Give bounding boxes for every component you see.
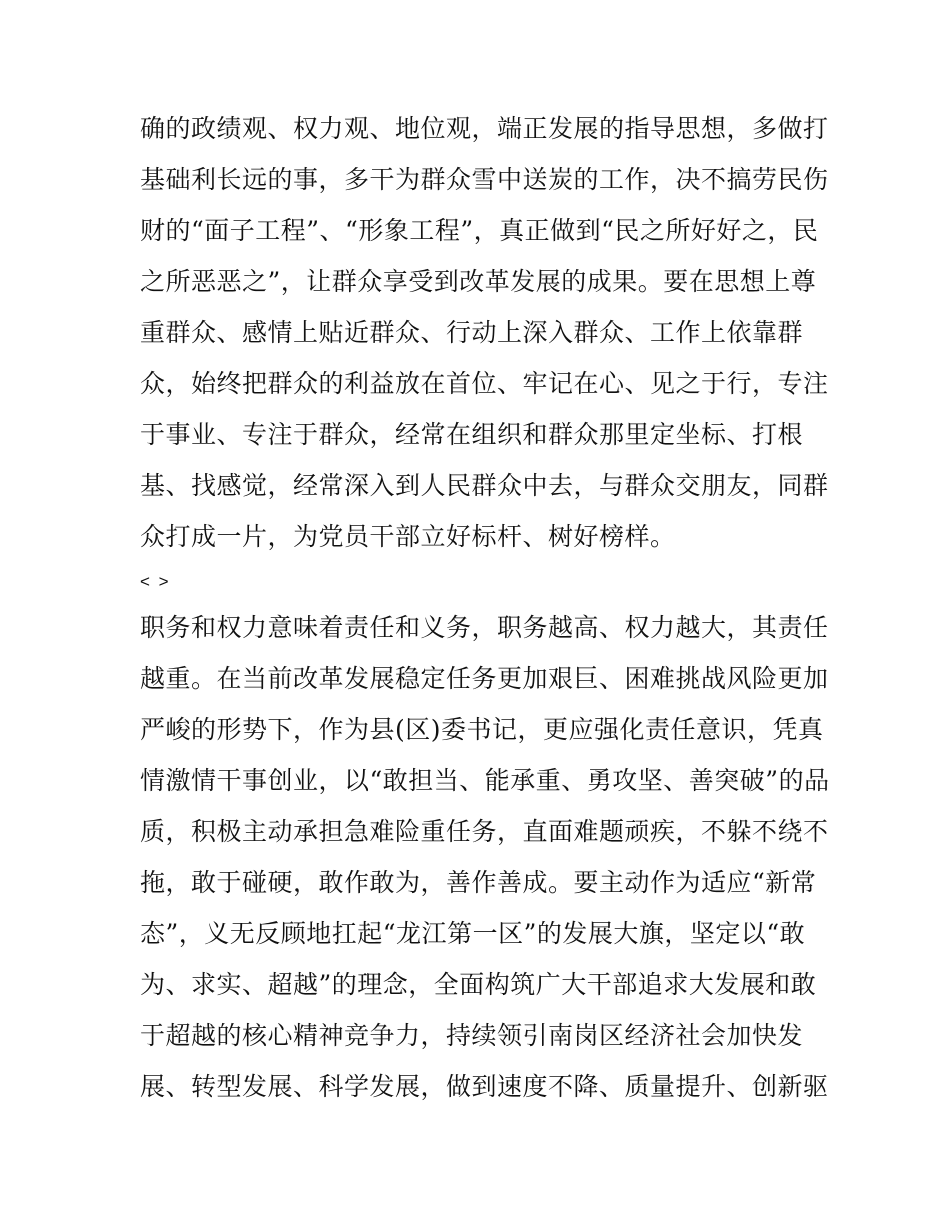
text-line: 确的政绩观、权力观、地位观，端正发展的指导思想，多做打 (140, 114, 829, 143)
text-line: 财的“面子工程”、“形象工程”，真正做到“民之所好好之，民 (140, 216, 819, 245)
text-line: 众，始终把群众的利益放在首位、牢记在心、见之于行，专注 (140, 369, 829, 398)
text-line: 之所恶恶之”，让群众享受到改革发展的成果。要在思想上尊 (140, 267, 817, 296)
text-line: 基、找感觉，经常深入到人民群众中去，与群众交朋友，同群 (140, 471, 829, 500)
text-line: 为、求实、超越”的理念，全面构筑广大干部追求大发展和敢 (140, 970, 817, 999)
text-line: 展、转型发展、科学发展，做到速度不降、质量提升、创新驱 (140, 1072, 829, 1101)
text-line: 态”，义无反顾地扛起“龙江第一区”的发展大旗，坚定以“敢 (140, 919, 806, 948)
paragraph-2 (140, 602, 830, 1112)
text-line: 基础利长远的事，多干为群众雪中送炭的工作，决不搞劳民伤 (140, 165, 829, 194)
text-line: 情激情干事创业，以“敢担当、能承重、勇攻坚、善突破”的品 (140, 766, 830, 795)
text-line: 于事业、专注于群众，经常在组织和群众那里定坐标、打根 (140, 420, 804, 449)
paragraph-1 (140, 103, 829, 562)
text-line: 于超越的核心精神竞争力，持续领引南岗区经济社会加快发 (140, 1021, 804, 1050)
text-line: 拖，敢于碰硬，敢作敢为，善作善成。要主动作为适应“新常 (140, 868, 817, 897)
text-line: 严峻的形势下，作为县(区)委书记，更应强化责任意识，凭真 (140, 715, 824, 744)
text-line: 职务和权力意味着责任和义务，职务越高、权力越大，其责任 (140, 613, 829, 642)
document-body (140, 103, 830, 1112)
text-line: 重群众、感情上贴近群众、行动上深入群众、工作上依靠群 (140, 318, 804, 347)
text-line: 众打成一片，为党员干部立好标杆、树好榜样。 (140, 522, 676, 551)
text-line: 越重。在当前改革发展稳定任务更加艰巨、困难挑战风险更加 (140, 664, 829, 693)
section-marker: < > (140, 572, 171, 591)
text-line: 质，积极主动承担急难险重任务，直面难题顽疾，不躲不绕不 (140, 817, 829, 846)
